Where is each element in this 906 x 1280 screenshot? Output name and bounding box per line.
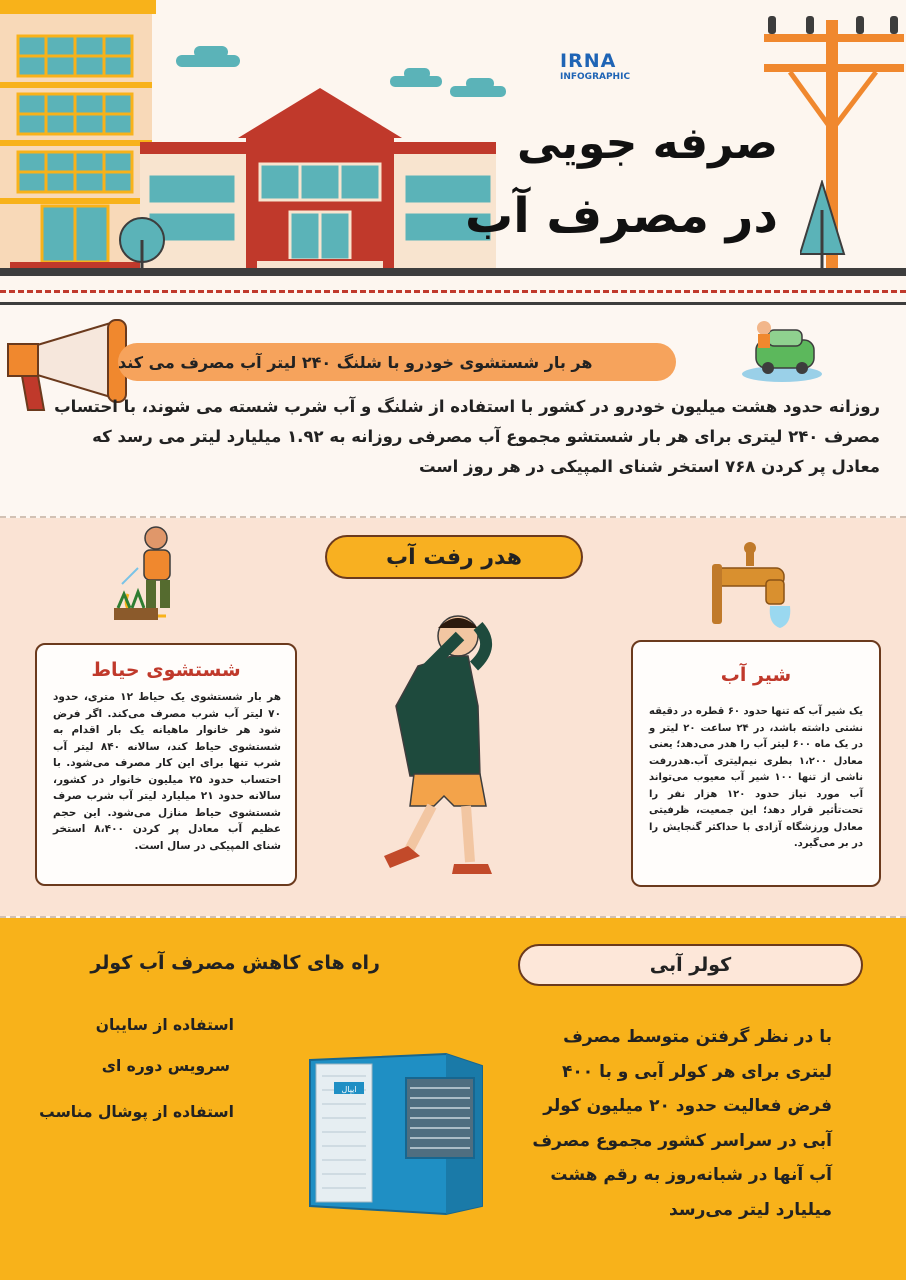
gardener-watering-illustration [108,524,192,624]
cooler-description: با در نظر گرفتن متوسط مصرف لیتری برای هر کولر آبی و با ۴۰۰ فرض فعالیت حدود ۲۰ میلیون کولر آبی در سراسر کشور مجموع مصرف آب آنها در شبانه‌روز به رقم هشت میلیارد لیتر می‌رسد [532,1027,832,1220]
cooler-brand-label: ایپال [341,1085,357,1094]
yard-washing-title: شستشوی حیاط [91,659,241,681]
irna-logo-brand: IRNA [560,50,617,72]
tip-periodic-service: سرویس دوره ای [101,1057,230,1075]
irna-logo [560,50,630,82]
yard-washing-card [35,643,297,886]
stressed-man-illustration [374,606,504,882]
faucet-illustration [710,540,800,630]
car-wash-illustration [738,316,824,386]
carwash-description: روزانه حدود هشت میلیون خودرو در کشور با استفاده از شلنگ و آب شرب شسته می شوند، با احتساب مصرف ۲۴۰ لیتری برای هر بار شستشو مجموع آب مصرفی روزانه به ۱.۹۲ میلیارد لیتر می رسد که معادل پر کردن ۷۶۸ استخر شنای المپیکی در هر روز است [54,397,880,476]
cooler-saving-ways-title: راه های کاهش مصرف آب کولر [90,952,380,974]
pine-tree-illustration [800,180,846,276]
page-title-line2: در مصرف آب [464,188,778,244]
carwash-headline-banner: هر بار شستشوی خودرو با شلنگ ۲۴۰ لیتر آب مصرف می کند [118,343,676,381]
school-building-illustration [140,80,500,276]
water-tap-card [631,640,881,887]
evaporative-cooler-label: کولر آبی [518,944,863,986]
water-tap-title: شیر آب [720,664,792,686]
water-cooler-illustration [306,1046,486,1216]
water-waste-title: هدر رفت آب [325,535,583,579]
tip-shade: استفاده از سایبان [95,1016,234,1034]
irna-logo-subtitle: INFOGRAPHIC [560,72,631,82]
ground-line [0,268,906,276]
yard-washing-text: هر بار شستشوی یک حیاط ۱۲ متری، حدود ۷۰ لیتر آب شرب مصرف می‌کند. اگر فرض شود هر خانوار ماهیانه یک بار اقدام به شستشوی حیاط کند، سالانه ۸۴۰ لیتر آب شرب تنها برای این کار مصرف می‌شود. با احتساب حدود ۲۵ میلیون خانوار در کشور، سالانه حدود ۲۱ میلیارد لیتر آب شرب صرف شستشوی حیاط منازل می‌شود. این حجم عظیم آب معادل پر کردن ۸،۴۰۰ استخر شنای المپیکی در سال است. [53,691,282,852]
tree-illustration-left [118,216,168,276]
water-tap-text: یک شیر آب که تنها حدود ۶۰ قطره در دقیقه نشتی داشته باشد، در ۲۴ ساعت ۲۰ لیتر و در یک ماه ۶۰۰ لیتر آب را هدر می‌دهد؛ یعنی معادل ۱،۲۰۰ بطری نیم‌لیتری آب.هدررفت ناشی از تنها ۱۰۰ شیر آب معیوب می‌تواند آب مورد نیاز حدود ۱۲۰ هزار نفر را تحت‌تأثیر قرار دهد؛ این جمعیت، ظرفیتی معادل ورزشگاه آزادی با حداکثر گنجایش را در بر می‌گیرد. [649,706,864,849]
road-dashes [0,290,906,293]
header-scene [0,0,906,305]
page-title-line1: صرفه جویی [516,118,778,169]
tip-proper-pads: استفاده از پوشال مناسب [39,1103,234,1121]
